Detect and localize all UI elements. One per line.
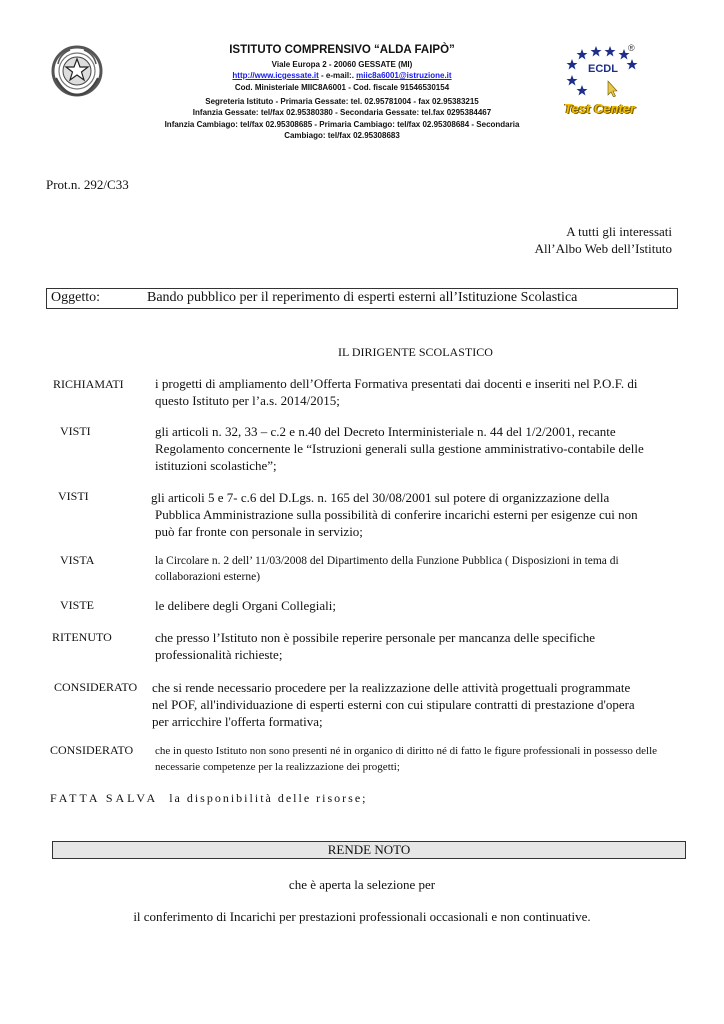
email-link[interactable]: miic8a6001@istruzione.it <box>356 71 452 80</box>
clause-label: RICHIAMATI <box>53 377 124 391</box>
clause-text <box>155 743 679 775</box>
conferimento-line: il conferimento di Incarichi per prestazioni professionali occasionali e non continuative. <box>133 909 591 924</box>
school-address: Viale Europa 2 - 20060 GESSATE (MI) <box>271 60 413 69</box>
test-center-text: Test Center <box>564 101 636 116</box>
republic-emblem-icon <box>50 44 104 98</box>
clause-line: questo Istituto per l’a.s. 2014/2015; <box>155 393 340 408</box>
fatta-salva-text: la disponibilità delle risorse; <box>169 791 368 805</box>
clause-line: professionalità richieste; <box>155 647 283 662</box>
clause-line: la Circolare n. 2 dell’ 11/03/2008 del Dipartimento della Funzione Pubblica ( Disposizioni in tema di <box>155 555 619 567</box>
recipient-line: All’Albo Web dell’Istituto <box>534 241 672 256</box>
subject-box <box>46 288 678 309</box>
ecdl-text: ECDL <box>588 63 618 75</box>
website-link[interactable]: http://www.icgessate.it <box>232 71 319 80</box>
clause-line: Regolamento concernente le “Istruzioni generali sulla gestione amministrativo-contabile delle <box>155 441 644 456</box>
clause-label: VISTI <box>60 424 91 438</box>
clause-text <box>151 489 675 540</box>
recipients <box>535 223 672 257</box>
contact-line <box>140 70 544 82</box>
clause-line: gli articoli n. 32, 33 – c.2 e n.40 del Decreto Interministeriale n. 44 del 1/2/2001, recante <box>155 424 616 439</box>
rende-noto-heading: RENDE NOTO <box>327 842 411 857</box>
clause-label: RITENUTO <box>52 630 112 644</box>
clause-text <box>152 679 676 730</box>
clause-label: VISTE <box>60 598 94 612</box>
clause-text <box>155 597 675 614</box>
clause-line: che presso l’Istituto non è possibile reperire personale per mancanza delle specifiche <box>155 630 596 645</box>
infanzia-cambiago-line: Infanzia Cambiago: tel/fax 02.95308685 - Primaria Cambiago: tel/fax 02.95308684 - Secondaria <box>164 120 520 129</box>
clause-line: che si rende necessario procedere per la realizzazione delle attività progettuali programmate <box>152 680 631 695</box>
clause-text <box>155 375 675 409</box>
registered-mark: ® <box>628 43 635 53</box>
clause-line: gli articoli 5 e 7- c.6 del D.Lgs. n. 165 del 30/08/2001 sul potere di organizzazione della <box>151 490 610 505</box>
clause-text <box>155 629 675 663</box>
email-label: - e-mail:. <box>318 71 354 80</box>
cursor-icon <box>608 81 617 97</box>
ecdl-logo <box>562 45 642 117</box>
clause-line: nel POF, all'individuazione di esperti esterni con cui stipulare contratti di prestazione d'opera <box>152 697 635 712</box>
clause-line: istituzioni scolastiche”; <box>155 458 277 473</box>
clause-text <box>155 423 675 474</box>
clause-line: i progetti di ampliamento dell’Offerta Formativa presentati dai docenti e inseriti nel P.O.F. di <box>155 376 638 391</box>
fatta-salva-label: FATTA SALVA <box>50 791 159 805</box>
clause-line: che in questo Istituto non sono presenti né in organico di diritto né di fatto le figure professionali in possesso delle <box>155 745 658 757</box>
school-name: ISTITUTO COMPRENSIVO “ALDA FAIPÒ” <box>229 44 455 56</box>
clause-line: per arricchire l'offerta formativa; <box>152 714 323 729</box>
cambiago-line: Cambiago: tel/fax 02.95308683 <box>284 131 400 140</box>
clause-label: CONSIDERATO <box>54 680 138 694</box>
clause-line: Pubblica Amministrazione sulla possibilità di conferire incarichi esterni per esigenze cui non <box>155 507 638 522</box>
clause-text <box>155 553 675 585</box>
clause-line: necessarie competenze per la realizzazione dei progetti; <box>155 761 400 773</box>
subject-label: Oggetto: <box>51 290 100 305</box>
clause-line: collaborazioni esterne) <box>155 571 261 583</box>
rende-noto-box <box>52 841 686 859</box>
clause-label: VISTI <box>58 489 89 503</box>
school-codes: Cod. Ministeriale MIIC8A6001 - Cod. fiscale 91546530154 <box>234 83 450 92</box>
fatta-salva <box>50 791 368 806</box>
protocol-number: Prot.n. 292/C33 <box>46 177 129 192</box>
clause-line: le delibere degli Organi Collegiali; <box>155 598 336 613</box>
dirigente-heading: IL DIRIGENTE SCOLASTICO <box>338 345 493 359</box>
segreteria-line: Segreteria Istituto - Primaria Gessate: tel. 02.95781004 - fax 02.95383215 <box>205 97 479 106</box>
infanzia-gessate-line: Infanzia Gessate: tel/fax 02.95380380 - Secondaria Gessate: tel.fax 0295384467 <box>192 108 492 117</box>
recipient-line: A tutti gli interessati <box>566 224 672 239</box>
subject-text: Bando pubblico per il reperimento di esperti esterni all’Istituzione Scolastica <box>147 290 578 305</box>
clause-label: VISTA <box>60 553 95 567</box>
clause-line: può far fronte con personale in servizio; <box>155 524 363 539</box>
clause-label: CONSIDERATO <box>50 743 134 757</box>
selezione-line: che è aperta la selezione per <box>288 877 436 892</box>
